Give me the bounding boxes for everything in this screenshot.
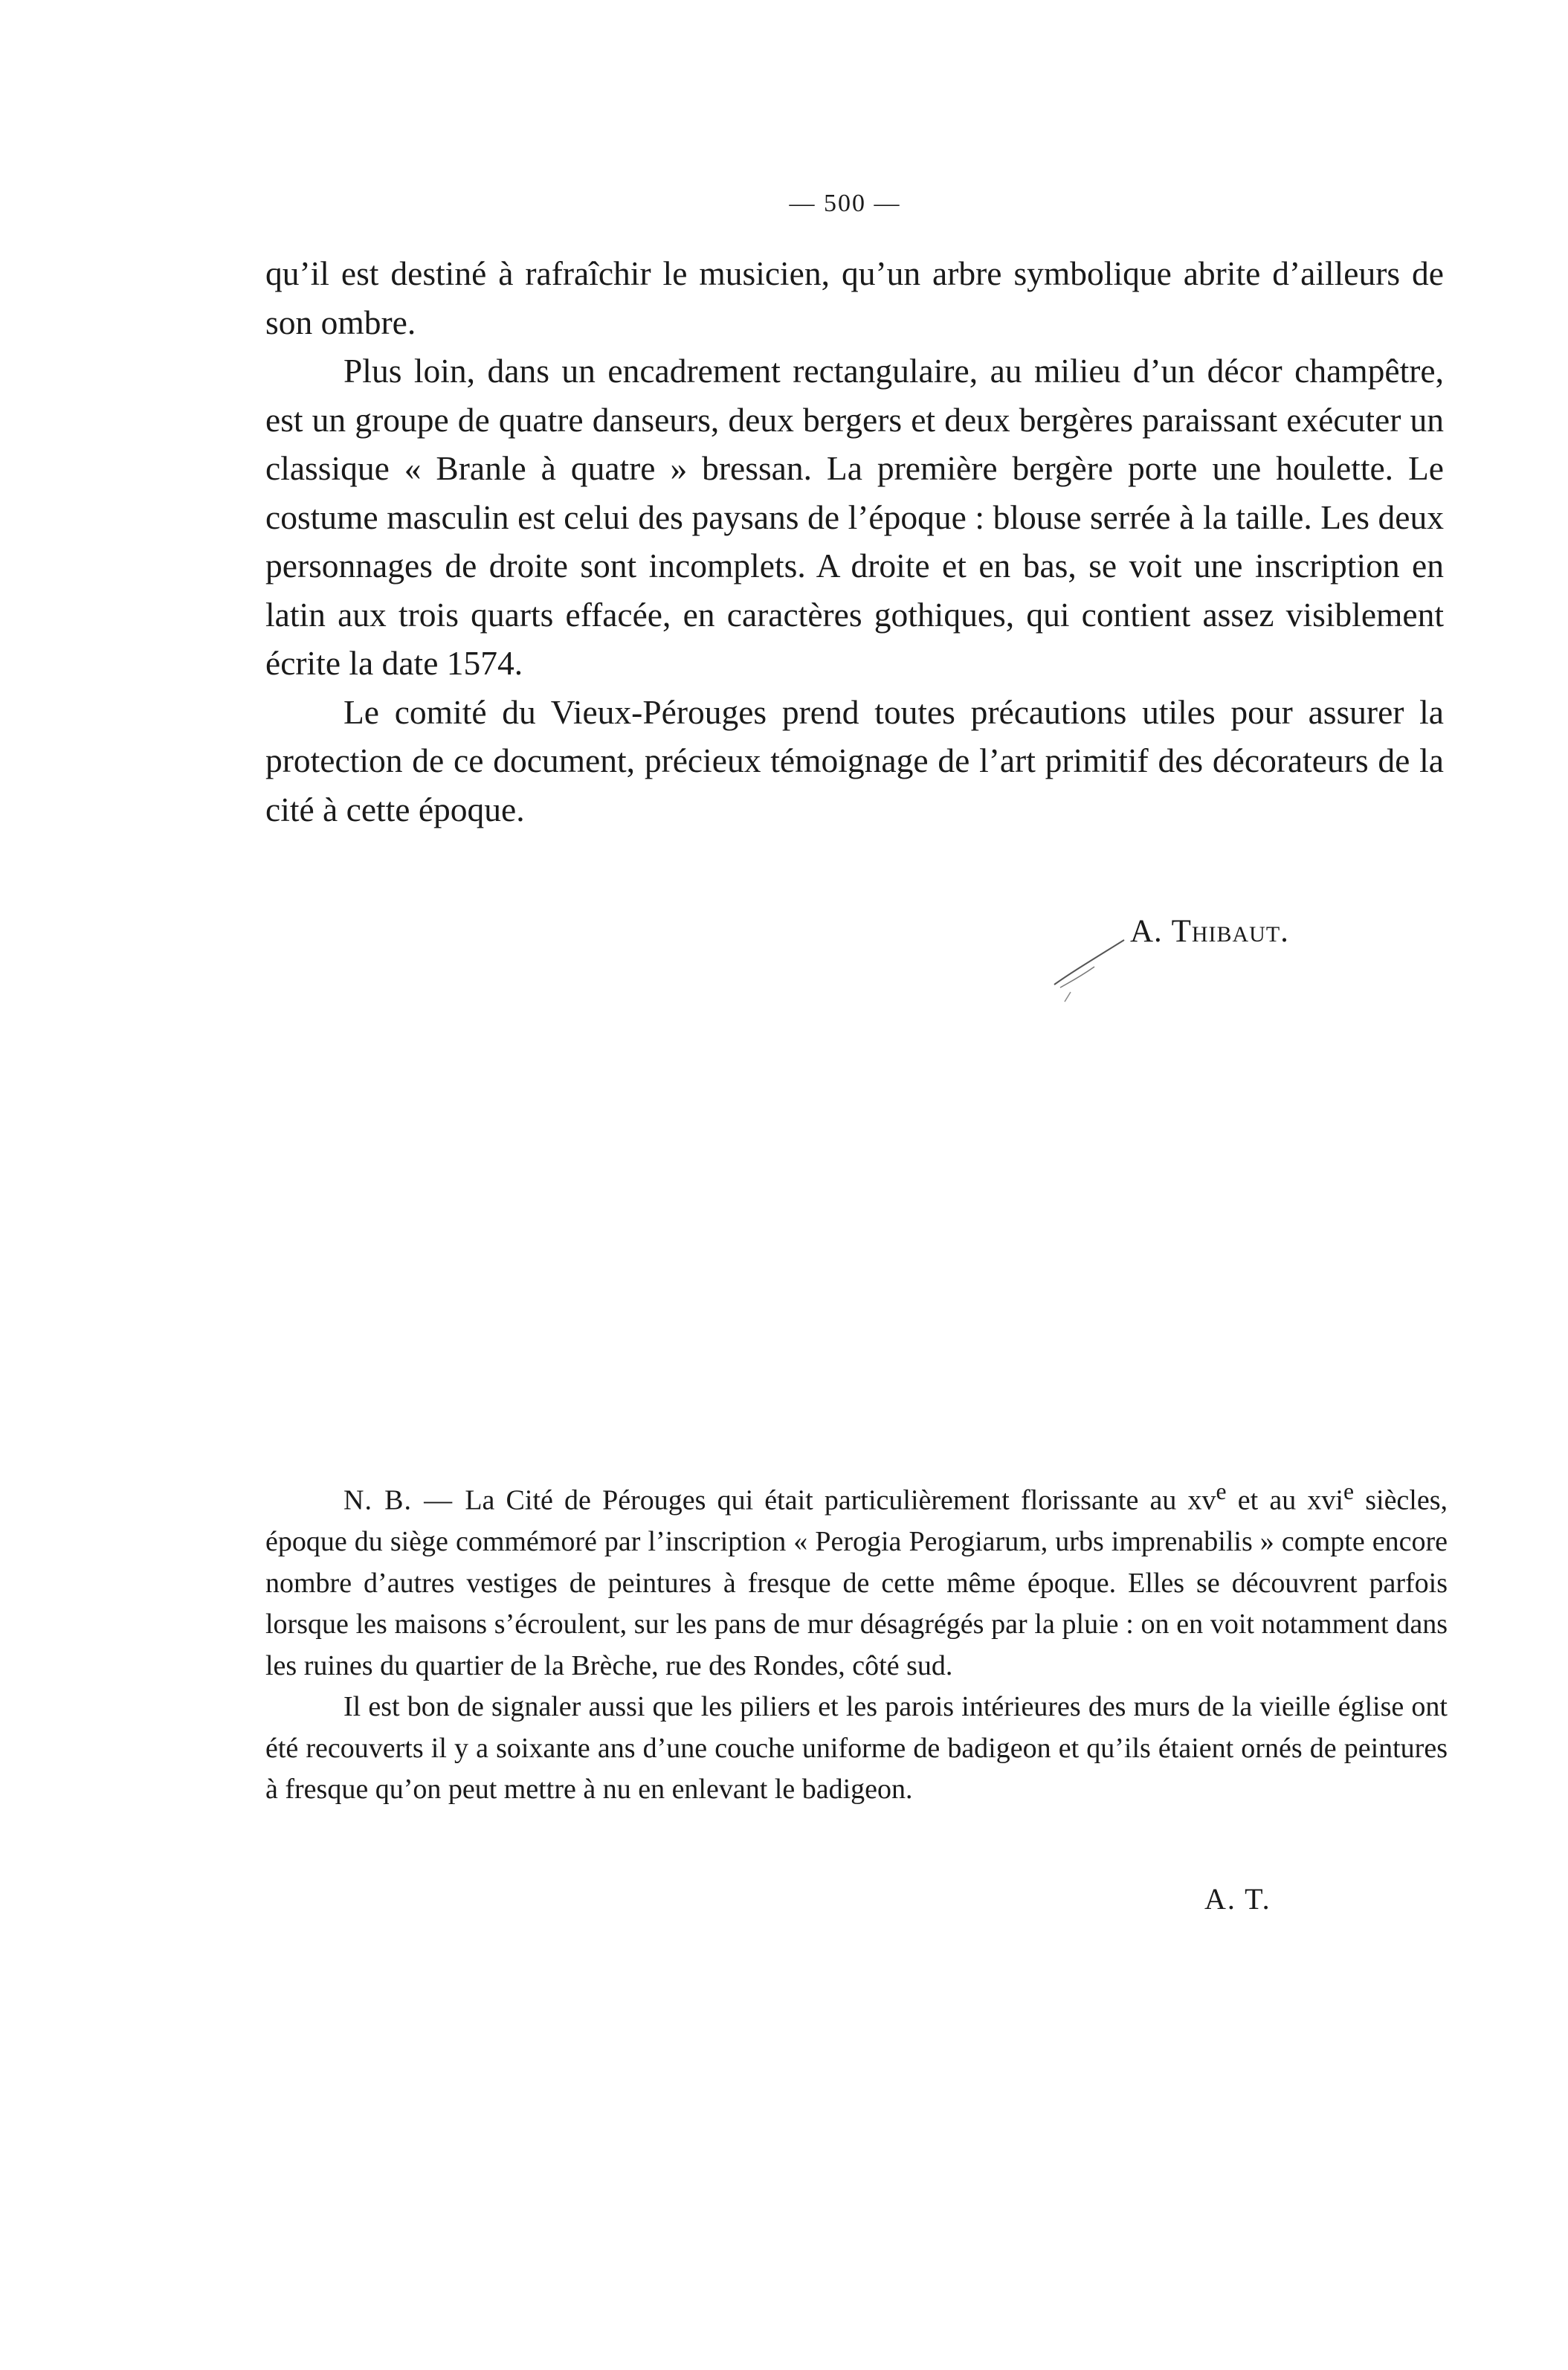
author-signature bbox=[1130, 913, 1289, 950]
note-sup-1: e bbox=[1216, 1478, 1227, 1504]
signature-initial: A. bbox=[1130, 914, 1172, 949]
paragraph-2: Plus loin, dans un encadrement rectangulaire, au milieu d’un décor champêtre, est un groupe de quatre danseurs, deux bergers et deux bergères paraissant exécuter un classique « Branle à quatre » bressan. La première bergère porte une houlette. Le costume masculin est celui des paysans de l’époque : blouse serrée à la taille. Les deux personnages de droite sont incomplets. A droite et en bas, se voit une inscription en latin aux trois quarts effacée, en caractères gothiques, qui contient assez visiblement écrite la date 1574. bbox=[265, 352, 1444, 682]
paragraph-1: qu’il est destiné à rafraîchir le musicien, qu’un arbre symbolique abrite d’ailleurs de son ombre. bbox=[265, 254, 1444, 341]
note-paragraph-1 bbox=[265, 1471, 1448, 1687]
signature-name: Thibaut. bbox=[1171, 914, 1289, 949]
note-sup-2: e bbox=[1343, 1478, 1355, 1504]
main-text bbox=[265, 249, 1444, 834]
paragraph-3: Le comité du Vieux-Pérouges prend toutes précautions utiles pour assurer la protection de ce document, précieux témoignage de l’art primitif des décorateurs de la cité à cette époque. bbox=[265, 692, 1444, 828]
note-initials: A. T. bbox=[1204, 1882, 1271, 1916]
note-text-c: siècles, époque du siège commémoré par l’inscription « Perogia Perogiarum, urbs imprenabilis » compte encore nombre d’autres vestiges de peintures à fresque de cette même époque. Elles se découvrent parfois lorsque les maisons s’écroulent, sur les pans de mur désagrégés par la pluie : on en voit notamment dans les ruines du quartier de la Brèche, rue des Rondes, côté sud. bbox=[265, 1484, 1448, 1681]
page-number: — 500 — bbox=[789, 190, 901, 217]
note-label: N. B. — bbox=[343, 1484, 465, 1516]
note-block bbox=[265, 1471, 1448, 1811]
note-text-b: et au xvi bbox=[1226, 1484, 1343, 1516]
note-text-a: La Cité de Pérouges qui était particulièrement florissante au xv bbox=[465, 1484, 1216, 1516]
note-paragraph-2: Il est bon de signaler aussi que les piliers et les parois intérieures des murs de la vieille église ont été recouverts il y a soixante ans d’une couche uniforme de badigeon et qu’ils étaient ornés de peintures à fresque qu’on peut mettre à nu en enlevant le badigeon. bbox=[265, 1691, 1448, 1806]
pen-scribble-mark bbox=[1050, 931, 1139, 1013]
